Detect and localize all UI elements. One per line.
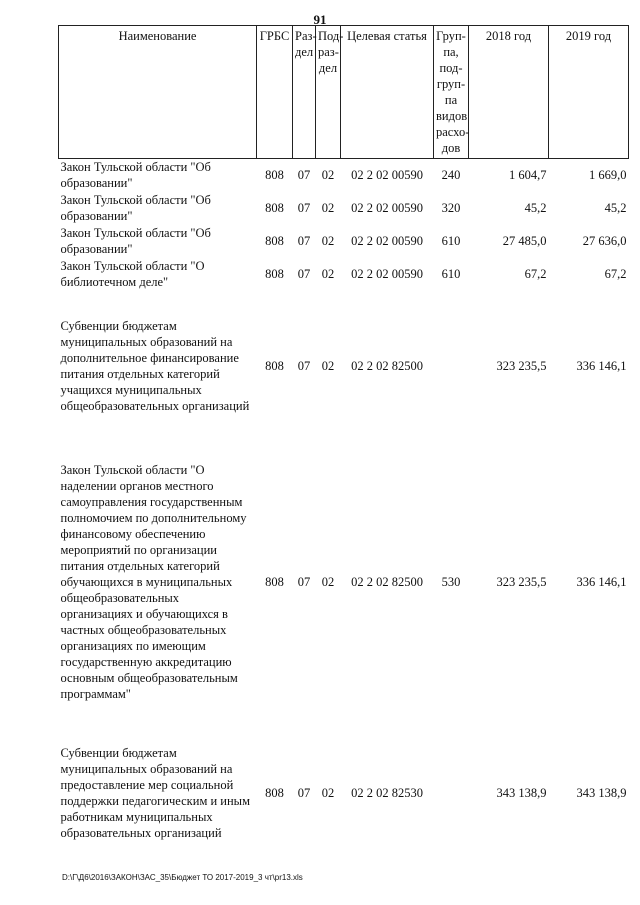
row-podrazdel: 02 [321,358,335,373]
row-podrazdel: 02 [321,267,335,281]
footer-file-path: D:\Г\Д6\2016\ЗАКОН\ЗАС_35\Бюджет ТО 2017-2019_3 чт\pr13.xls [62,873,303,882]
table-row [59,225,629,258]
row-group: 240 [441,168,461,183]
row-2019: 67,2 [604,267,627,281]
row-2018: 45,2 [524,201,547,215]
row-grbs: 808 [265,168,284,183]
row-2019: 336 146,1 [576,358,627,373]
row-target: 02 2 02 82500 [351,574,423,589]
row-2018: 1 604,7 [509,168,547,183]
row-2018: 27 485,0 [502,234,547,248]
row-group [434,723,469,863]
header-group: Груп-па, под-груп-па видов расхо-дов [434,26,469,159]
table-row [59,441,629,723]
row-2019: 336 146,1 [576,574,627,589]
table-row [59,258,629,291]
table-header-row [59,26,629,159]
table-row [59,192,629,225]
row-target: 02 2 02 82500 [351,358,423,373]
row-name: Субвенции бюджетам муниципальных образований на предоставление мер социальной поддержки педагогическим и иным работникам муниципальных образовательных организаций [60,745,250,840]
row-grbs: 808 [265,201,284,215]
row-2019: 45,2 [604,201,627,215]
header-podrazdel: Под-раз-дел [316,26,341,159]
header-grbs: ГРБС [257,26,293,159]
row-group: 610 [441,267,461,281]
row-razdel: 07 [297,201,311,215]
row-2018: 343 138,9 [496,785,547,800]
header-2018: 2018 год [469,26,549,159]
row-group [434,291,469,441]
row-target: 02 2 02 00590 [351,168,423,183]
header-name: Наименование [59,26,257,159]
row-name: Закон Тульской области "Об образовании" [60,160,211,191]
row-group: 530 [441,574,461,589]
row-2018: 67,2 [524,267,547,281]
row-2019: 343 138,9 [576,785,627,800]
row-name: Закон Тульской области "О наделении органов местного самоуправления государственным полномочием по дополнительному финансовому обеспечению мероприятий по организации питания отдельных категорий обучающихся в муниципальных общеобразовательных организациях и обучающихся в частных общеобразовательных организациях по имеющим государственную аккредитацию основным общеобразовательным программам" [60,462,247,701]
budget-table [58,25,629,863]
row-grbs: 808 [265,574,284,589]
row-podrazdel: 02 [321,234,335,248]
row-name: Закон Тульской области "Об образовании" [60,193,211,223]
row-grbs: 808 [265,234,284,248]
page-number: 91 [313,12,327,27]
row-razdel: 07 [297,234,311,248]
table-row [59,291,629,441]
row-target: 02 2 02 82530 [351,785,423,800]
row-group: 610 [441,234,461,248]
row-razdel: 07 [297,574,311,589]
row-2018: 323 235,5 [496,358,547,373]
row-podrazdel: 02 [321,201,335,215]
row-razdel: 07 [297,168,311,183]
row-name: Закон Тульской области "О библиотечном деле" [60,259,205,289]
row-podrazdel: 02 [321,574,335,589]
table-row [59,723,629,863]
header-razdel: Раз-дел [293,26,316,159]
row-name: Закон Тульской области "Об образовании" [60,226,211,256]
header-2019: 2019 год [549,26,629,159]
row-target: 02 2 02 00590 [351,267,423,281]
row-target: 02 2 02 00590 [351,234,423,248]
row-2018: 323 235,5 [496,574,547,589]
row-grbs: 808 [265,267,284,281]
row-group: 320 [441,201,461,215]
header-target: Целевая статья [341,26,434,159]
row-razdel: 07 [297,267,311,281]
table-row [59,159,629,192]
row-podrazdel: 02 [321,168,335,183]
row-grbs: 808 [265,785,284,800]
row-2019: 1 669,0 [589,168,627,183]
row-grbs: 808 [265,358,284,373]
row-2019: 27 636,0 [582,234,627,248]
row-name: Субвенции бюджетам муниципальных образований на дополнительное финансирование питания отдельных категорий учащихся муниципальных общеобразовательных организаций [60,318,250,413]
row-podrazdel: 02 [321,785,335,800]
row-razdel: 07 [297,358,311,373]
row-razdel: 07 [297,785,311,800]
row-target: 02 2 02 00590 [351,201,423,215]
